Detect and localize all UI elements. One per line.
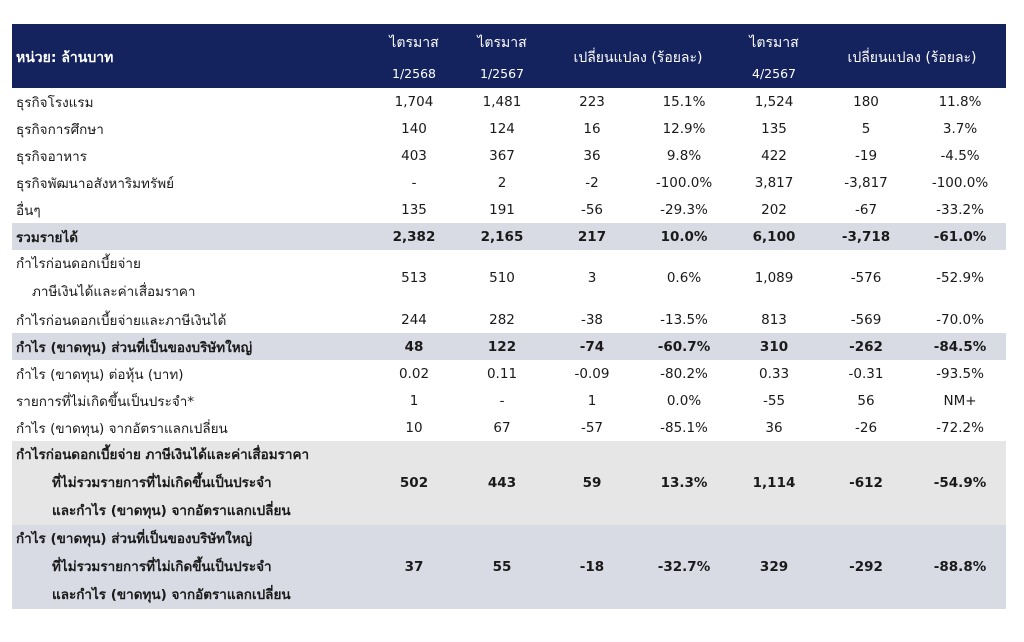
row-label: อื่นๆ xyxy=(16,202,41,219)
row-label xyxy=(12,441,370,525)
row-label: กำไรก่อนดอกเบี้ยจ่ายและภาษีเงินได้ xyxy=(16,312,227,329)
cell: 10.0% xyxy=(638,223,730,250)
col-q4-2567-title: ไตรมาส xyxy=(730,24,818,58)
col-q1-2567-period: 1/2567 xyxy=(458,58,546,88)
cell: 11.8% xyxy=(938,93,982,110)
row-label-line: ที่ไม่รวมรายการที่ไม่เกิดขึ้นเป็นประจำ xyxy=(52,475,272,491)
table-row xyxy=(12,196,1006,223)
cell: 36 xyxy=(765,419,783,436)
cell: -100.0% xyxy=(931,174,989,191)
cell: -100.0% xyxy=(655,174,713,191)
cell: -3,718 xyxy=(818,223,914,250)
cell: -29.3% xyxy=(660,201,708,218)
row-label: กำไร (ขาดทุน) ต่อหุ้น (บาท) xyxy=(16,366,184,383)
adjusted-net-profit-row xyxy=(12,525,1006,609)
cell: 2,165 xyxy=(458,223,546,250)
cell: -93.5% xyxy=(936,365,984,382)
cell: 56 xyxy=(857,392,875,409)
cell: 191 xyxy=(489,201,515,218)
row-label: ธุรกิจโรงแรม xyxy=(16,94,94,111)
cell: 1 xyxy=(409,392,419,409)
row-label: ธุรกิจการศึกษา xyxy=(16,121,104,138)
cell: -85.1% xyxy=(660,419,708,436)
table-row xyxy=(12,115,1006,142)
cell: 67 xyxy=(493,419,511,436)
row-label: รวมรายได้ xyxy=(12,223,370,250)
row-label-line: กำไร (ขาดทุน) ส่วนที่เป็นของบริษัทใหญ่ xyxy=(16,531,253,547)
row-label-line: ที่ไม่รวมรายการที่ไม่เกิดขึ้นเป็นประจำ xyxy=(52,559,272,575)
cell: -88.8% xyxy=(914,525,1006,609)
cell: -38 xyxy=(580,311,604,328)
cell: 16 xyxy=(583,120,601,137)
cell: 13.3% xyxy=(638,441,730,525)
col-q1-2568-period: 1/2568 xyxy=(370,58,458,88)
cell: 502 xyxy=(370,441,458,525)
cell: -26 xyxy=(854,419,878,436)
cell: 48 xyxy=(370,333,458,360)
cell: 180 xyxy=(853,93,879,110)
cell: 37 xyxy=(370,525,458,609)
total-revenue-row xyxy=(12,223,1006,250)
cell: 15.1% xyxy=(662,93,706,110)
row-label-line: ภาษีเงินได้และค่าเสื่อมราคา xyxy=(32,284,196,300)
row-label-line: กำไรก่อนดอกเบี้ยจ่าย ภาษีเงินได้และค่าเสื่อมราคา xyxy=(16,447,310,463)
cell: - xyxy=(499,392,505,409)
cell: -74 xyxy=(546,333,638,360)
cell: 244 xyxy=(401,311,427,328)
table-row xyxy=(12,169,1006,196)
row-label: รายการที่ไม่เกิดขึ้นเป็นประจำ* xyxy=(16,393,195,410)
cell: 403 xyxy=(401,147,427,164)
cell: NM+ xyxy=(943,392,977,409)
cell: 135 xyxy=(761,120,787,137)
change-yoy-header: เปลี่ยนแปลง (ร้อยละ) xyxy=(546,24,730,88)
cell: 5 xyxy=(861,120,871,137)
cell: 3.7% xyxy=(942,120,978,137)
cell: -18 xyxy=(546,525,638,609)
unit-label: หน่วย: ล้านบาท xyxy=(12,24,370,88)
cell: 510 xyxy=(489,270,515,286)
cell: 310 xyxy=(730,333,818,360)
cell: -72.2% xyxy=(936,419,984,436)
cell: -56 xyxy=(580,201,604,218)
table-row xyxy=(12,414,1006,441)
change-qoq-header: เปลี่ยนแปลง (ร้อยละ) xyxy=(818,24,1006,88)
cell: -0.09 xyxy=(574,365,610,382)
cell: 3,817 xyxy=(754,174,794,191)
col-q1-2567-title: ไตรมาส xyxy=(458,24,546,58)
cell: -67 xyxy=(854,201,878,218)
table-row xyxy=(12,250,1006,306)
cell: 443 xyxy=(458,441,546,525)
cell: -3,817 xyxy=(844,174,888,191)
cell: 1,481 xyxy=(482,93,522,110)
financial-summary-table xyxy=(12,24,1006,609)
cell: -262 xyxy=(818,333,914,360)
row-label xyxy=(12,250,370,306)
row-label-line: กำไรก่อนดอกเบี้ยจ่าย xyxy=(16,256,141,272)
cell: 36 xyxy=(583,147,601,164)
table-row xyxy=(12,88,1006,115)
cell: 0.02 xyxy=(398,365,430,382)
cell: 124 xyxy=(489,120,515,137)
cell: -60.7% xyxy=(638,333,730,360)
cell: 202 xyxy=(761,201,787,218)
row-label-line: และกำไร (ขาดทุน) จากอัตราแลกเปลี่ยน xyxy=(52,587,291,603)
cell: 140 xyxy=(401,120,427,137)
cell: 135 xyxy=(401,201,427,218)
cell: 0.6% xyxy=(666,270,702,286)
cell: 9.8% xyxy=(666,147,702,164)
cell: 1,704 xyxy=(394,93,434,110)
cell: 0.0% xyxy=(666,392,702,409)
cell: -19 xyxy=(854,147,878,164)
cell: 422 xyxy=(761,147,787,164)
cell: 2 xyxy=(497,174,507,191)
table-header xyxy=(12,24,1006,88)
cell: -32.7% xyxy=(638,525,730,609)
row-label: ธุรกิจอาหาร xyxy=(16,148,87,165)
cell: 223 xyxy=(579,93,605,110)
cell: -4.5% xyxy=(940,147,980,164)
row-label xyxy=(12,525,370,609)
row-label: ธุรกิจพัฒนาอสังหาริมทรัพย์ xyxy=(16,175,175,192)
table-row xyxy=(12,360,1006,387)
cell: 122 xyxy=(458,333,546,360)
cell: 329 xyxy=(730,525,818,609)
cell: -13.5% xyxy=(660,311,708,328)
table-row xyxy=(12,306,1006,333)
cell: 217 xyxy=(546,223,638,250)
cell: 813 xyxy=(761,311,787,328)
cell: 1,524 xyxy=(754,93,794,110)
cell: 0.11 xyxy=(486,365,518,382)
cell: -80.2% xyxy=(660,365,708,382)
cell: 2,382 xyxy=(370,223,458,250)
col-q1-2568-title: ไตรมาส xyxy=(370,24,458,58)
row-label: กำไร (ขาดทุน) จากอัตราแลกเปลี่ยน xyxy=(16,420,228,437)
cell: 6,100 xyxy=(730,223,818,250)
row-label-line: และกำไร (ขาดทุน) จากอัตราแลกเปลี่ยน xyxy=(52,503,291,519)
adjusted-ebitda-row xyxy=(12,441,1006,525)
cell: 55 xyxy=(458,525,546,609)
cell: 282 xyxy=(489,311,515,328)
financial-table-container xyxy=(12,24,1006,609)
cell: -70.0% xyxy=(936,311,984,328)
cell: -33.2% xyxy=(936,201,984,218)
cell: 513 xyxy=(401,270,427,286)
col-q4-2567-period: 4/2567 xyxy=(730,58,818,88)
cell: 59 xyxy=(546,441,638,525)
cell: -569 xyxy=(850,311,882,328)
cell: -612 xyxy=(818,441,914,525)
cell: -54.9% xyxy=(914,441,1006,525)
cell: -52.9% xyxy=(936,270,984,286)
cell: - xyxy=(411,174,417,191)
cell: -57 xyxy=(580,419,604,436)
cell: -55 xyxy=(762,392,786,409)
cell: 3 xyxy=(587,270,597,286)
cell: -576 xyxy=(850,270,882,286)
cell: -2 xyxy=(585,174,599,191)
cell: 1,114 xyxy=(730,441,818,525)
cell: 1 xyxy=(587,392,597,409)
row-label: กำไร (ขาดทุน) ส่วนที่เป็นของบริษัทใหญ่ xyxy=(12,333,370,360)
cell: 367 xyxy=(489,147,515,164)
cell: -61.0% xyxy=(914,223,1006,250)
cell: 0.33 xyxy=(758,365,790,382)
cell: -292 xyxy=(818,525,914,609)
table-row xyxy=(12,142,1006,169)
cell: -0.31 xyxy=(848,365,884,382)
net-profit-row xyxy=(12,333,1006,360)
cell: 12.9% xyxy=(662,120,706,137)
cell: 1,089 xyxy=(754,270,794,286)
cell: -84.5% xyxy=(914,333,1006,360)
table-row xyxy=(12,387,1006,414)
cell: 10 xyxy=(405,419,423,436)
